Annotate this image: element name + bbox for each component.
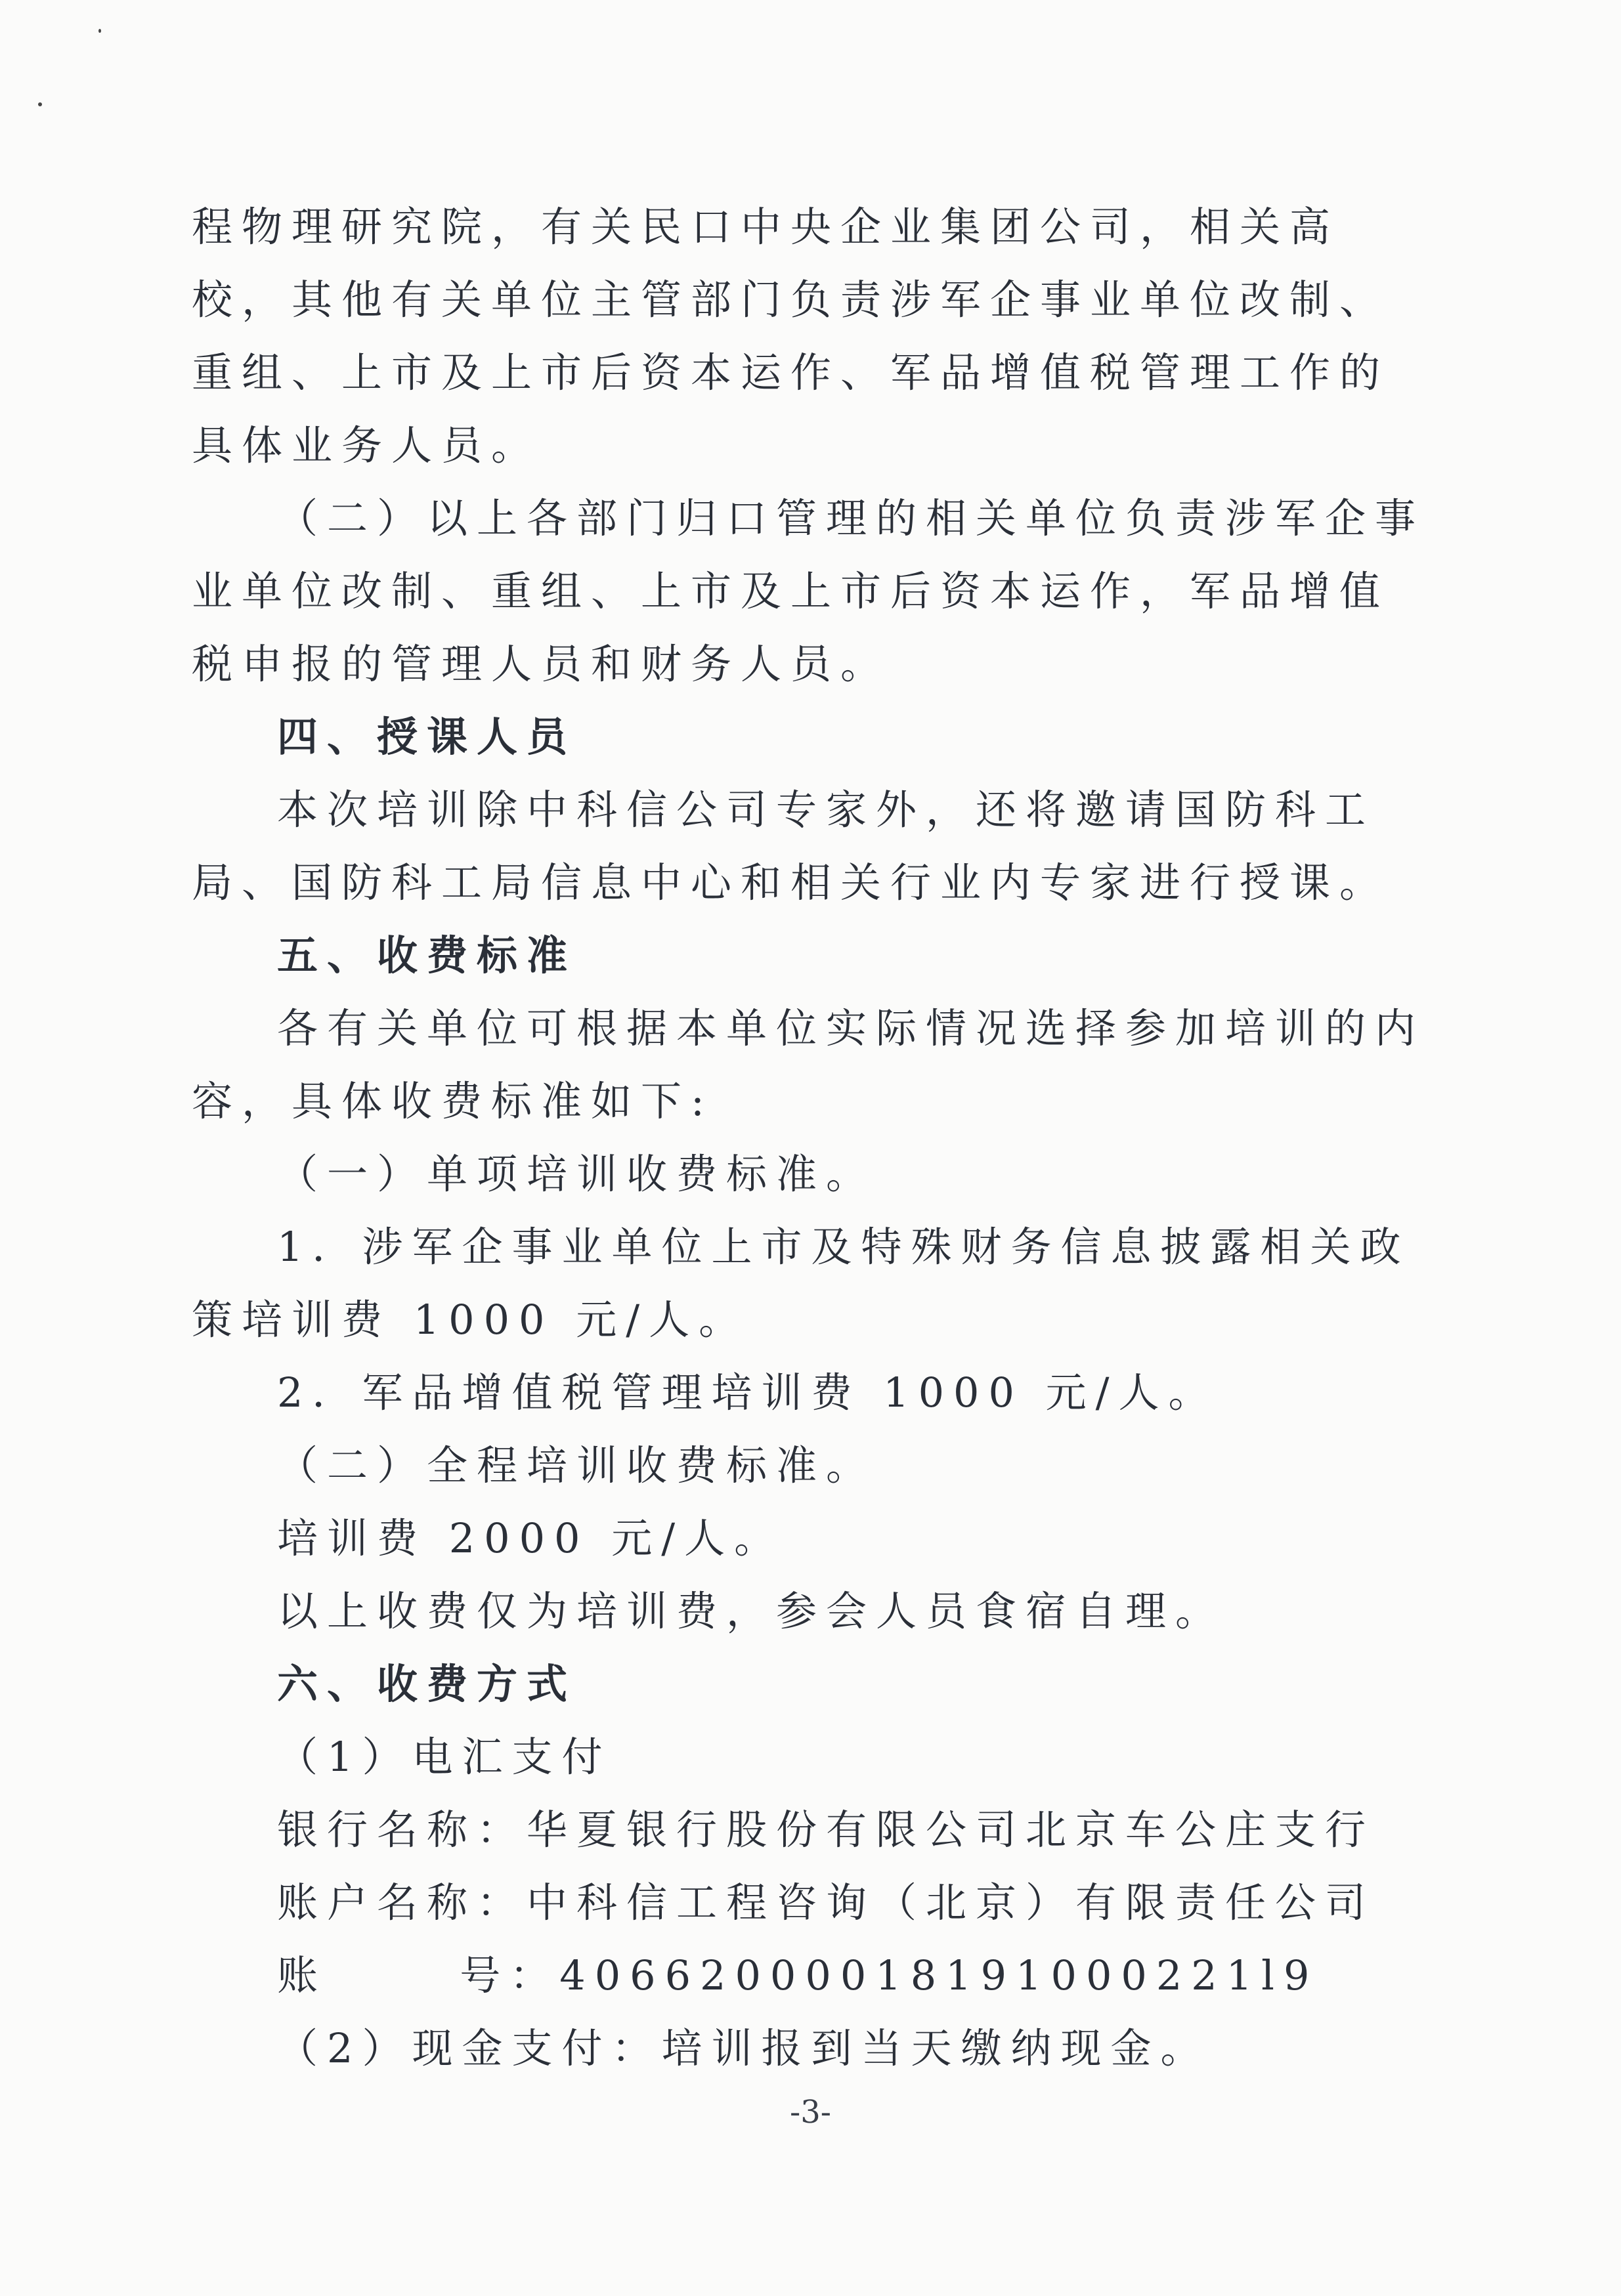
document-body: [192, 190, 1426, 2085]
section-heading-instructors: 四、授课人员: [277, 713, 577, 761]
account-name-value: 中科信工程咨询（北京）有限责任公司: [527, 1879, 1375, 1926]
account-name-label: 账户名称：: [277, 1879, 527, 1926]
paragraph-wire-transfer: （1）电汇支付: [277, 1733, 612, 1781]
account-name-row: [192, 1866, 1426, 1939]
scan-speck: [38, 102, 42, 106]
scan-speck: [98, 29, 101, 33]
paragraph-fee-item-2: 2．军品增值税管理培训费 1000 元/人。: [277, 1369, 1219, 1416]
bank-name-row: [192, 1793, 1426, 1866]
paragraph-fee-intro: 各有关单位可根据本单位实际情况选择参加培训的内容，具体收费标准如下:: [192, 1004, 1425, 1125]
paragraph-single-fee-title: （一）单项培训收费标准。: [277, 1150, 876, 1198]
paragraph-target-personnel-continued: 程物理研究院，有关民口中央企业集团公司，相关高校，其他有关单位主管部门负责涉军企事业单位改制、重组、上市及上市后资本运作、军品增值税管理工作的具体业务人员。: [192, 203, 1390, 469]
paragraph-cash-payment: （2）现金支付：培训报到当天缴纳现金。: [277, 2024, 1211, 2072]
account-number-value: 40662000018191000221l9: [559, 1951, 1319, 1999]
paragraph-instructors: 本次培训除中科信公司专家外，还将邀请国防科工局、国防科工局信息中心和相关行业内专家进行授课。: [192, 786, 1390, 906]
account-number-row: [192, 1939, 1426, 2012]
bank-name-label: 银行名称：: [277, 1806, 527, 1854]
account-number-label: 账 号：: [277, 1951, 560, 1999]
page-number: -3-: [790, 2094, 831, 2131]
section-heading-payment: 六、收费方式: [277, 1660, 577, 1708]
section-heading-fees: 五、收费标准: [277, 931, 577, 979]
bank-name-value: 华夏银行股份有限公司北京车公庄支行: [527, 1806, 1375, 1854]
paragraph-full-fee: 培训费 2000 元/人。: [277, 1514, 785, 1562]
paragraph-target-personnel-2: （二）以上各部门归口管理的相关单位负责涉军企事业单位改制、重组、上市及上市后资本运作，军品增值税申报的管理人员和财务人员。: [192, 494, 1425, 688]
paragraph-fee-note: 以上收费仅为培训费，参会人员食宿自理。: [277, 1587, 1226, 1635]
paragraph-full-fee-title: （二）全程培训收费标准。: [277, 1441, 876, 1489]
paragraph-fee-item-1: 1．涉军企事业单位上市及特殊财务信息披露相关政策培训费 1000 元/人。: [192, 1223, 1410, 1344]
